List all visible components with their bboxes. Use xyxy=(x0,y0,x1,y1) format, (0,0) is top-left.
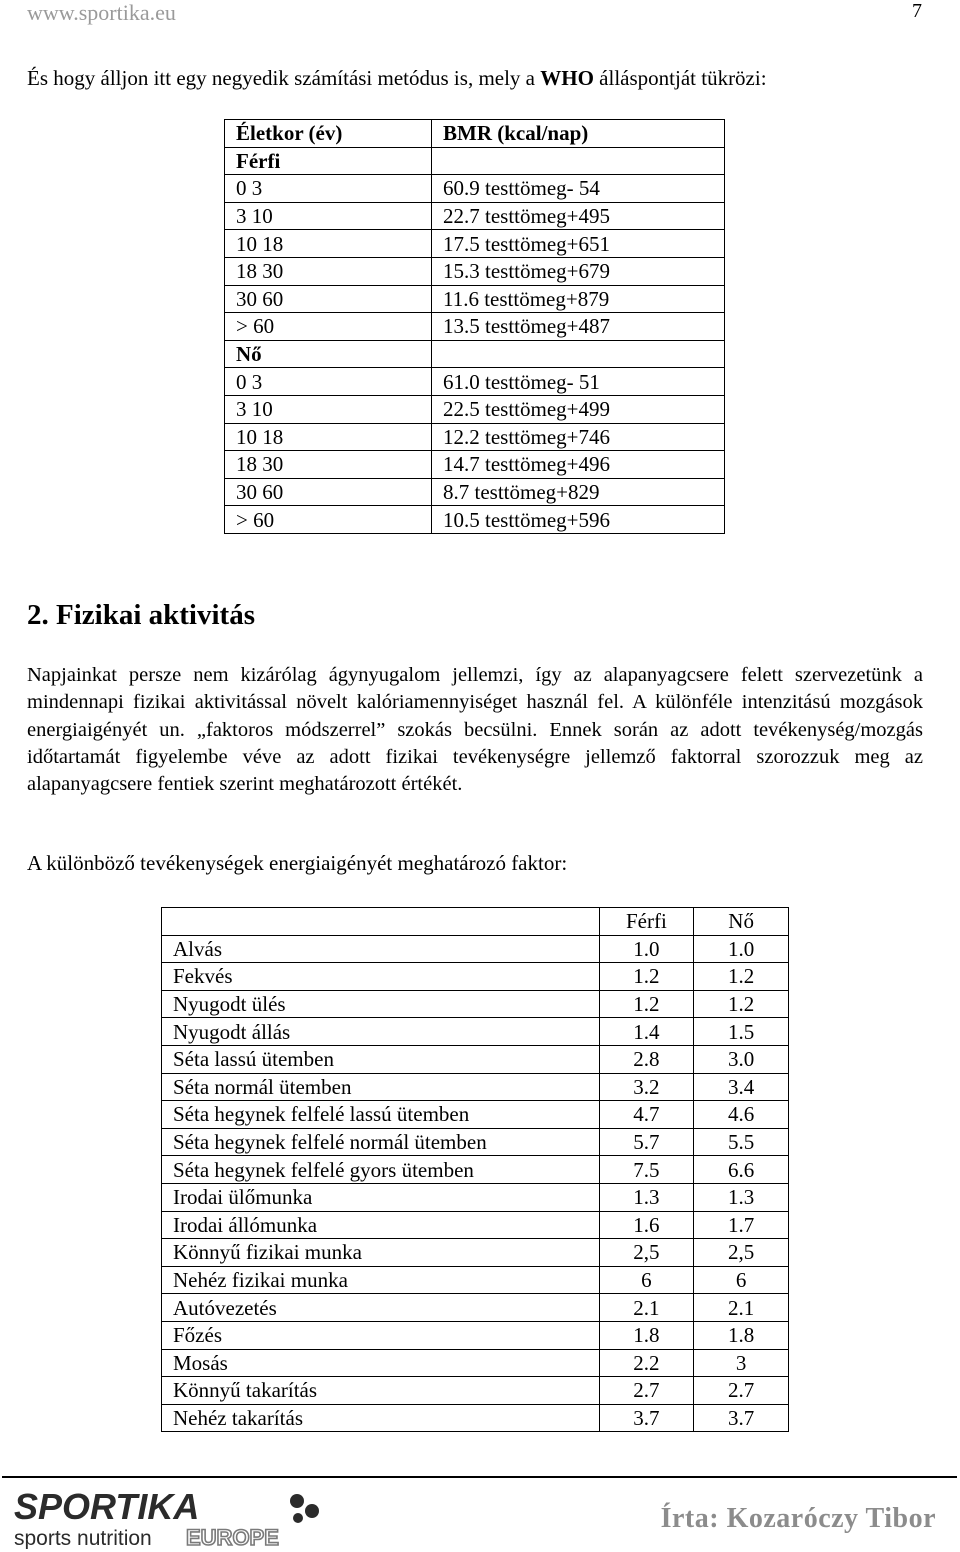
header-activity xyxy=(162,908,600,936)
group-empty-cell xyxy=(432,340,725,368)
logo-region: EUROPE xyxy=(186,1525,279,1549)
bmr-formula-cell: 10.5 testtömeg+596 xyxy=(432,506,725,534)
table-row xyxy=(225,202,725,230)
section-title: 2. Fizikai aktivitás xyxy=(27,599,255,631)
table-row xyxy=(225,175,725,203)
female-factor-cell: 5.5 xyxy=(694,1128,789,1156)
male-factor-cell: 5.7 xyxy=(599,1128,694,1156)
activity-cell: Séta hegynek felfelé gyors ütemben xyxy=(162,1156,600,1184)
male-factor-cell: 1.2 xyxy=(599,963,694,991)
table-row xyxy=(225,313,725,341)
table-row xyxy=(162,990,789,1018)
table-row xyxy=(225,395,725,423)
age-range-cell: 30 60 xyxy=(225,478,432,506)
table-row xyxy=(162,1321,789,1349)
activity-cell: Nyugodt ülés xyxy=(162,990,600,1018)
logo-star-icon xyxy=(290,1494,319,1523)
table-row xyxy=(162,1294,789,1322)
age-range-cell: 18 30 xyxy=(225,257,432,285)
activity-cell: Könnyű fizikai munka xyxy=(162,1239,600,1267)
bmr-formula-cell: 14.7 testtömeg+496 xyxy=(432,451,725,479)
female-factor-cell: 1.5 xyxy=(694,1018,789,1046)
table-row xyxy=(162,1211,789,1239)
table-row xyxy=(225,506,725,534)
sportika-logo xyxy=(14,1489,324,1549)
bmr-header-row xyxy=(225,120,725,148)
age-range-cell: 18 30 xyxy=(225,451,432,479)
age-range-cell: 3 10 xyxy=(225,202,432,230)
age-range-cell: 10 18 xyxy=(225,423,432,451)
intro-text-before: És hogy álljon itt egy negyedik számítási metódus is, mely a xyxy=(27,66,541,90)
female-factor-cell: 6 xyxy=(694,1266,789,1294)
group-empty-cell xyxy=(432,147,725,175)
author-credit: Írta: Kozaróczy Tibor xyxy=(660,1503,936,1534)
header-female: Nő xyxy=(694,908,789,936)
age-range-cell: > 60 xyxy=(225,506,432,534)
table-row xyxy=(162,1377,789,1405)
activity-cell: Séta hegynek felfelé normál ütemben xyxy=(162,1128,600,1156)
logo-wordmark: SPORTIKA xyxy=(14,1489,200,1527)
activity-cell: Fekvés xyxy=(162,963,600,991)
male-factor-cell: 1.0 xyxy=(599,935,694,963)
female-factor-cell: 6.6 xyxy=(694,1156,789,1184)
female-factor-cell: 1.8 xyxy=(694,1321,789,1349)
logo-subtitle: sports nutrition xyxy=(14,1527,152,1549)
table-row xyxy=(162,1156,789,1184)
bmr-formula-cell: 8.7 testtömeg+829 xyxy=(432,478,725,506)
activity-cell: Alvás xyxy=(162,935,600,963)
table-row xyxy=(162,935,789,963)
male-factor-cell: 2,5 xyxy=(599,1239,694,1267)
table-row xyxy=(225,285,725,313)
bmr-formula-cell: 17.5 testtömeg+651 xyxy=(432,230,725,258)
female-factor-cell: 2.7 xyxy=(694,1377,789,1405)
table-row xyxy=(225,451,725,479)
site-url: www.sportika.eu xyxy=(27,0,176,25)
table-row xyxy=(225,423,725,451)
male-factor-cell: 3.7 xyxy=(599,1404,694,1432)
female-factor-cell: 1.7 xyxy=(694,1211,789,1239)
female-factor-cell: 1.3 xyxy=(694,1183,789,1211)
activity-cell: Autóvezetés xyxy=(162,1294,600,1322)
bmr-formula-cell: 15.3 testtömeg+679 xyxy=(432,257,725,285)
age-range-cell: > 60 xyxy=(225,313,432,341)
female-factor-cell: 3.7 xyxy=(694,1404,789,1432)
bmr-formula-cell: 60.9 testtömeg- 54 xyxy=(432,175,725,203)
intro-sentence xyxy=(27,66,767,91)
footer-divider xyxy=(2,1476,957,1478)
activity-cell: Irodai állómunka xyxy=(162,1211,600,1239)
female-factor-cell: 1.2 xyxy=(694,990,789,1018)
activity-cell: Nehéz fizikai munka xyxy=(162,1266,600,1294)
header-age: Életkor (év) xyxy=(225,120,432,148)
male-factor-cell: 4.7 xyxy=(599,1101,694,1129)
bmr-table xyxy=(224,119,725,534)
intro-text-after: álláspontját tükrözi: xyxy=(593,66,767,90)
bmr-formula-cell: 13.5 testtömeg+487 xyxy=(432,313,725,341)
age-range-cell: 0 3 xyxy=(225,368,432,396)
table-row xyxy=(162,1045,789,1073)
male-factor-cell: 2.2 xyxy=(599,1349,694,1377)
factor-intro: A különböző tevékenységek energiaigényét meghatározó faktor: xyxy=(27,851,568,875)
male-factor-cell: 1.6 xyxy=(599,1211,694,1239)
activity-cell: Séta hegynek felfelé lassú ütemben xyxy=(162,1101,600,1129)
table-row xyxy=(162,1183,789,1211)
table-row xyxy=(162,1101,789,1129)
activity-cell: Könnyű takarítás xyxy=(162,1377,600,1405)
male-factor-cell: 3.2 xyxy=(599,1073,694,1101)
female-factor-cell: 1.0 xyxy=(694,935,789,963)
factor-header-row xyxy=(162,908,789,936)
male-factor-cell: 2.1 xyxy=(599,1294,694,1322)
group-label: Férfi xyxy=(225,147,432,175)
bmr-formula-cell: 22.7 testtömeg+495 xyxy=(432,202,725,230)
activity-cell: Séta lassú ütemben xyxy=(162,1045,600,1073)
table-row xyxy=(225,368,725,396)
age-range-cell: 0 3 xyxy=(225,175,432,203)
header-male: Férfi xyxy=(599,908,694,936)
bmr-formula-cell: 11.6 testtömeg+879 xyxy=(432,285,725,313)
table-row xyxy=(225,230,725,258)
table-row xyxy=(225,478,725,506)
female-factor-cell: 2.1 xyxy=(694,1294,789,1322)
table-row xyxy=(162,1266,789,1294)
table-row xyxy=(162,1128,789,1156)
bmr-formula-cell: 61.0 testtömeg- 51 xyxy=(432,368,725,396)
activity-cell: Főzés xyxy=(162,1321,600,1349)
activity-cell: Séta normál ütemben xyxy=(162,1073,600,1101)
intro-who: WHO xyxy=(540,66,594,90)
bmr-formula-cell: 12.2 testtömeg+746 xyxy=(432,423,725,451)
female-factor-cell: 3 xyxy=(694,1349,789,1377)
page-number: 7 xyxy=(912,0,922,22)
group-label: Nő xyxy=(225,340,432,368)
table-row xyxy=(225,257,725,285)
table-row xyxy=(162,1073,789,1101)
female-factor-cell: 1.2 xyxy=(694,963,789,991)
activity-cell: Nyugodt állás xyxy=(162,1018,600,1046)
female-factor-cell: 3.4 xyxy=(694,1073,789,1101)
table-row xyxy=(162,1404,789,1432)
female-factor-cell: 3.0 xyxy=(694,1045,789,1073)
male-factor-cell: 1.8 xyxy=(599,1321,694,1349)
male-factor-cell: 1.2 xyxy=(599,990,694,1018)
female-factor-cell: 4.6 xyxy=(694,1101,789,1129)
activity-cell: Irodai ülőmunka xyxy=(162,1183,600,1211)
male-factor-cell: 6 xyxy=(599,1266,694,1294)
table-row xyxy=(162,1349,789,1377)
age-range-cell: 3 10 xyxy=(225,395,432,423)
bmr-formula-cell: 22.5 testtömeg+499 xyxy=(432,395,725,423)
bmr-group-row xyxy=(225,147,725,175)
activity-cell: Mosás xyxy=(162,1349,600,1377)
activity-cell: Nehéz takarítás xyxy=(162,1404,600,1432)
table-row xyxy=(162,963,789,991)
table-row xyxy=(162,1239,789,1267)
male-factor-cell: 1.4 xyxy=(599,1018,694,1046)
male-factor-cell: 2.7 xyxy=(599,1377,694,1405)
female-factor-cell: 2,5 xyxy=(694,1239,789,1267)
male-factor-cell: 7.5 xyxy=(599,1156,694,1184)
age-range-cell: 10 18 xyxy=(225,230,432,258)
age-range-cell: 30 60 xyxy=(225,285,432,313)
header-bmr: BMR (kcal/nap) xyxy=(432,120,725,148)
bmr-group-row xyxy=(225,340,725,368)
male-factor-cell: 2.8 xyxy=(599,1045,694,1073)
male-factor-cell: 1.3 xyxy=(599,1183,694,1211)
table-row xyxy=(162,1018,789,1046)
factor-table xyxy=(161,907,789,1432)
body-paragraph: Napjainkat persze nem kizárólag ágynyugalom jellemzi, így az alapanyagcsere felett szervezetünk a mindennapi fizikai aktivitással növelt kalóriamennyiséget használ fel. A különféle intenzitású mozgások energiaigényét un. „faktoros módszerrel” szokás becsülni. Ennek során az adott tevékenység/mozgás időtartamát figyelembe véve az adott fizikai tevékenységre jellemző faktorral szorozzuk meg az alapanyagcsere fentiek szerint meghatározott értékét. xyxy=(27,664,923,796)
